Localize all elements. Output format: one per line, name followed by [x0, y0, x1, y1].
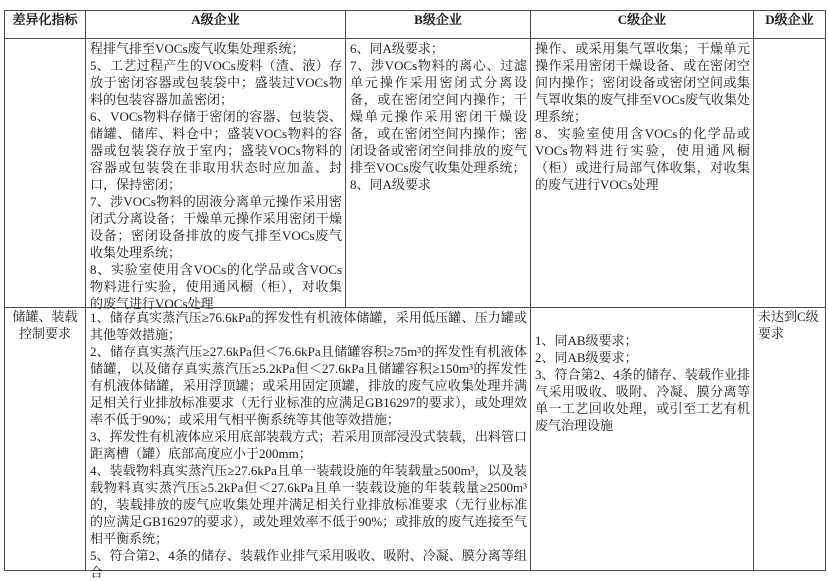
paragraph: 6、同A级要求； — [350, 41, 444, 56]
paragraph: 操作、或采用集气罩收集；干燥单元操作采用密闭干燥设备、或在密闭空间内操作；密闭设备或密闭空间或集气罩收集的废气排至VOCs废气收集处理系统； — [535, 41, 750, 124]
paragraph: 5、工艺过程产生的VOCs废料（渣、液）存放于密闭容器或包装袋中；盛装过VOCs物料的包装容器加盖密闭； — [90, 58, 342, 107]
paragraph: 3、符合第2、4条的储存、装载作业排气采用吸收、吸附、冷凝、膜分离等单一工艺回收处理，或引至工艺有机废气治理设施 — [535, 367, 750, 433]
paragraph: 8、实验室使用含VOCs的化学品或含VOCs物料进行实验，使用通风橱（柜），对收集的废气进行VOCs处理 — [90, 262, 342, 311]
paragraph: 1、同AB级要求； — [535, 333, 638, 348]
cell-row1-indicator — [5, 39, 86, 308]
paragraph: 4、装载物料真实蒸汽压≥27.6kPa且单一装载设施的年装载量≥500m³，以及装载物料真实蒸汽压≥5.2kPa但＜27.6kPa且单一装载设施的年装载量≥2500m³的，装载排放的废气应收集处理并满足相关行业排放标准要求（无行业标准的应满足GB16297的要求），或处理效率不低于90%；或排放的废气连接至气相平衡系统； — [90, 463, 527, 546]
paragraph: 3、挥发性有机液体应采用底部装载方式；若采用顶部浸没式装载，出料管口距离槽（罐）底部高度应小于200mm； — [90, 429, 527, 461]
paragraph: 2、同AB级要求； — [535, 350, 638, 365]
empty-cell — [754, 39, 825, 306]
grade-d-requirement: 未达到C级要求 — [758, 309, 819, 341]
header-cell-indicator: 差异化指标 — [5, 11, 86, 39]
differentiated-indicators-table — [4, 10, 826, 580]
paragraph: 6、VOCs物料存储于密闭的容器、包装袋、储罐、储库、料仓中；盛装VOCs物料的容器或包装袋存放于室内；盛装VOCs物料的容器或包装袋在非取用状态时应加盖、封口，保持密闭； — [90, 109, 342, 192]
header-cell-grade-d: D级企业 — [754, 11, 826, 39]
header-cell-grade-a: A级企业 — [86, 11, 346, 39]
table-row-storage-loading — [5, 308, 826, 571]
cell-row1-grade-a — [86, 39, 346, 311]
paragraph: 1、储存真实蒸汽压≥76.6kPa的挥发性有机液体储罐，采用低压罐、压力罐或其他等效措施； — [90, 310, 527, 342]
header-cell-grade-c: C级企业 — [531, 11, 754, 39]
header-row — [5, 11, 826, 39]
indicator-label: 储罐、装载控制要求 — [12, 309, 78, 341]
cell-row2-indicator — [5, 308, 86, 571]
paragraph: 7、涉VOCs物料的离心、过滤单元操作采用密闭式分离设备，或在密闭空间内操作；干燥单元操作采用密闭干燥设备，或在密闭空间内操作；密闭设备或密闭空间排放的废气排至VOCs废气收集处理系统； — [350, 58, 527, 175]
paragraph: 8、同A级要求 — [350, 177, 431, 192]
cell-row1-grade-b — [346, 39, 531, 308]
cell-row2-grade-ab-merged — [86, 308, 531, 580]
paragraph: 8、实验室使用含VOCs的化学品或VOCs物料进行实验，使用通风橱（柜）或进行局部气体收集，对收集的废气进行VOCs处理 — [535, 126, 750, 192]
cell-row2-grade-d — [754, 308, 826, 571]
paragraph: 5、符合第2、4条的储存、装载作业排气采用吸收、吸附、冷凝、膜分离等组合 — [90, 548, 527, 580]
paragraph: 7、涉VOCs物料的固液分离单元操作采用密闭式分离设备；干燥单元操作采用密闭干燥设备；密闭设备排放的废气排至VOCs废气收集处理系统； — [90, 194, 342, 260]
cell-row1-grade-d — [754, 39, 826, 308]
header-cell-grade-b: B级企业 — [346, 11, 531, 39]
paragraph: 2、储存真实蒸汽压≥27.6kPa但＜76.6kPa且储罐容积≥75m³的挥发性有机液体储罐，以及储存真实蒸汽压≥5.2kPa但＜27.6kPa且储罐容积≥150m³的挥发性有机液体储罐，采用浮顶罐；或采用固定顶罐，排放的废气应收集处理并满足相关行业排放标准要求（无行业标准的应满足GB16297的要求），或处理效率不低于90%；或采用气相平衡系统等其他等效措施； — [90, 344, 527, 427]
cell-row2-grade-c — [531, 308, 754, 571]
cell-row1-grade-c — [531, 39, 754, 308]
paragraph: 程排气排至VOCs废气收集处理系统； — [90, 41, 305, 56]
table-row-continuation — [5, 39, 826, 308]
